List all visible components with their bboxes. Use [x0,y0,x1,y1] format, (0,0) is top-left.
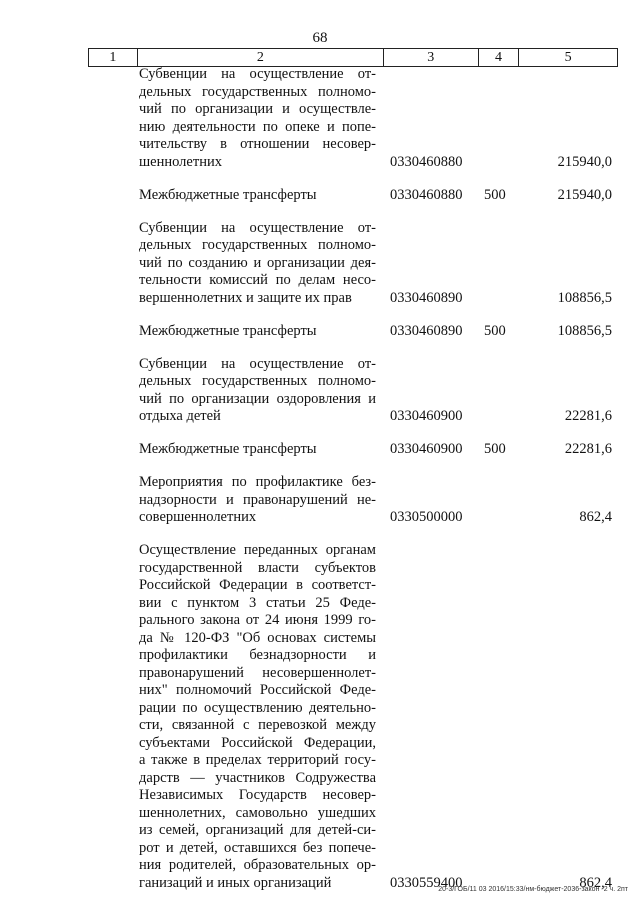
row-code: 0330500000 [390,509,463,525]
table-row [0,323,640,341]
table-body [0,66,640,908]
row-description [139,66,376,171]
description-line: Осуществление переданных органам [139,542,376,558]
table-row [0,66,640,171]
table-row [0,187,640,205]
header-col-3: 3 [384,49,479,66]
row-amount: 215940,0 [557,153,612,170]
row-description [139,187,376,205]
header-col-1: 1 [89,49,138,66]
description-line: шеннолетних [139,153,222,170]
description-line: Независимых Государств несовер- [139,787,376,803]
row-expense-type: 500 [484,322,506,339]
description-line: надзорности и правонарушений не- [139,491,376,508]
row-code: 0330460880 [390,153,463,170]
row-description [139,441,376,459]
header-col-2: 2 [138,49,384,66]
row-code: 0330559400 [390,874,463,891]
description-line: Субвенции на осуществление от- [139,66,376,82]
row-description [139,220,376,308]
description-line: да № 120-ФЗ "Об основах системы [139,629,376,646]
description-line: чительству в отношении несовер- [139,136,376,152]
row-code: 0330460900 [390,441,463,457]
description-line: а также в пределах территорий госу- [139,752,376,768]
description-line: вершеннолетних и защите их прав [139,289,352,306]
row-code: 0330460890 [390,289,463,306]
description-line: Межбюджетные трансферты [139,322,317,339]
row-description [139,542,376,892]
description-line: рот и детей, оставшихся без попече- [139,839,376,856]
description-line: государственной власти субъектов [139,559,376,576]
description-line: вии с пунктом 3 статьи 25 Феде- [139,594,376,611]
description-line: чий по организации и осуществле- [139,101,376,117]
header-col-5: 5 [564,50,572,65]
description-line: дельных государственных полномо- [139,237,376,253]
description-line: рального закона от 24 июня 1999 го- [139,612,376,628]
table-row [0,220,640,308]
row-expense-type: 500 [484,441,506,457]
description-line: чий по организации оздоровления и [139,390,376,407]
description-line: профилактики безнадзорности и [139,647,376,663]
description-line: Субвенции на осуществление от- [139,355,376,372]
description-line: чий по созданию и организации дея- [139,254,376,271]
row-amount: 22281,6 [564,408,612,424]
header-col-4: 4 [479,49,520,66]
row-amount: 22281,6 [564,441,612,457]
description-line: сти, связанной с перевозкой между [139,717,376,733]
table-row [0,474,640,527]
table-row [0,356,640,426]
description-line: нию деятельности по опеке и попе- [139,118,376,135]
description-line: ганизаций и иных организаций [139,874,332,891]
description-line: Межбюджетные трансферты [139,186,317,203]
description-line: Субвенции на осуществление от- [139,219,376,236]
description-line: ния родителей, образовательных ор- [139,857,376,873]
description-line: шеннолетних, самовольно ушедших [139,804,376,821]
table-row [0,441,640,459]
page-number: 68 [312,30,328,46]
row-amount: 215940,0 [557,186,612,203]
row-description [139,323,376,341]
row-expense-type: 500 [484,186,506,203]
description-line: правонарушений несовершеннолет- [139,664,376,681]
row-code: 0330460880 [390,186,463,203]
row-amount: 108856,5 [557,289,612,306]
description-line: дельных государственных полномо- [139,373,376,389]
row-description [139,356,376,426]
row-amount: 862,4 [579,874,612,891]
description-line: них" полномочий Российской Феде- [139,682,376,698]
description-line: Мероприятия по профилактике без- [139,474,376,490]
description-line: субъектами Российской Федерации, [139,734,376,751]
description-line: Межбюджетные трансферты [139,441,317,457]
row-amount: 862,4 [579,509,612,525]
description-line: рации по осуществлению деятельно- [139,699,376,716]
row-description [139,474,376,527]
description-line: из семей, организаций для детей-си- [139,822,376,838]
description-line: тельности комиссий по делам несо- [139,272,376,288]
table-header [88,48,618,67]
footer-note: 20-3/ГОБ/11 03 2016/15:33/нм-бюджет-2036-закон -2 ч. 2пт [438,886,628,893]
description-line: Российской Федерации в соответст- [139,577,376,593]
table-row [0,542,640,892]
description-line: дельных государственных полномо- [139,83,376,100]
description-line: совершеннолетних [139,509,257,525]
row-amount: 108856,5 [557,322,612,339]
description-line: дарств — участников Содружества [139,769,376,786]
description-line: отдыха детей [139,408,221,424]
row-code: 0330460890 [390,322,463,339]
row-code: 0330460900 [390,408,463,424]
